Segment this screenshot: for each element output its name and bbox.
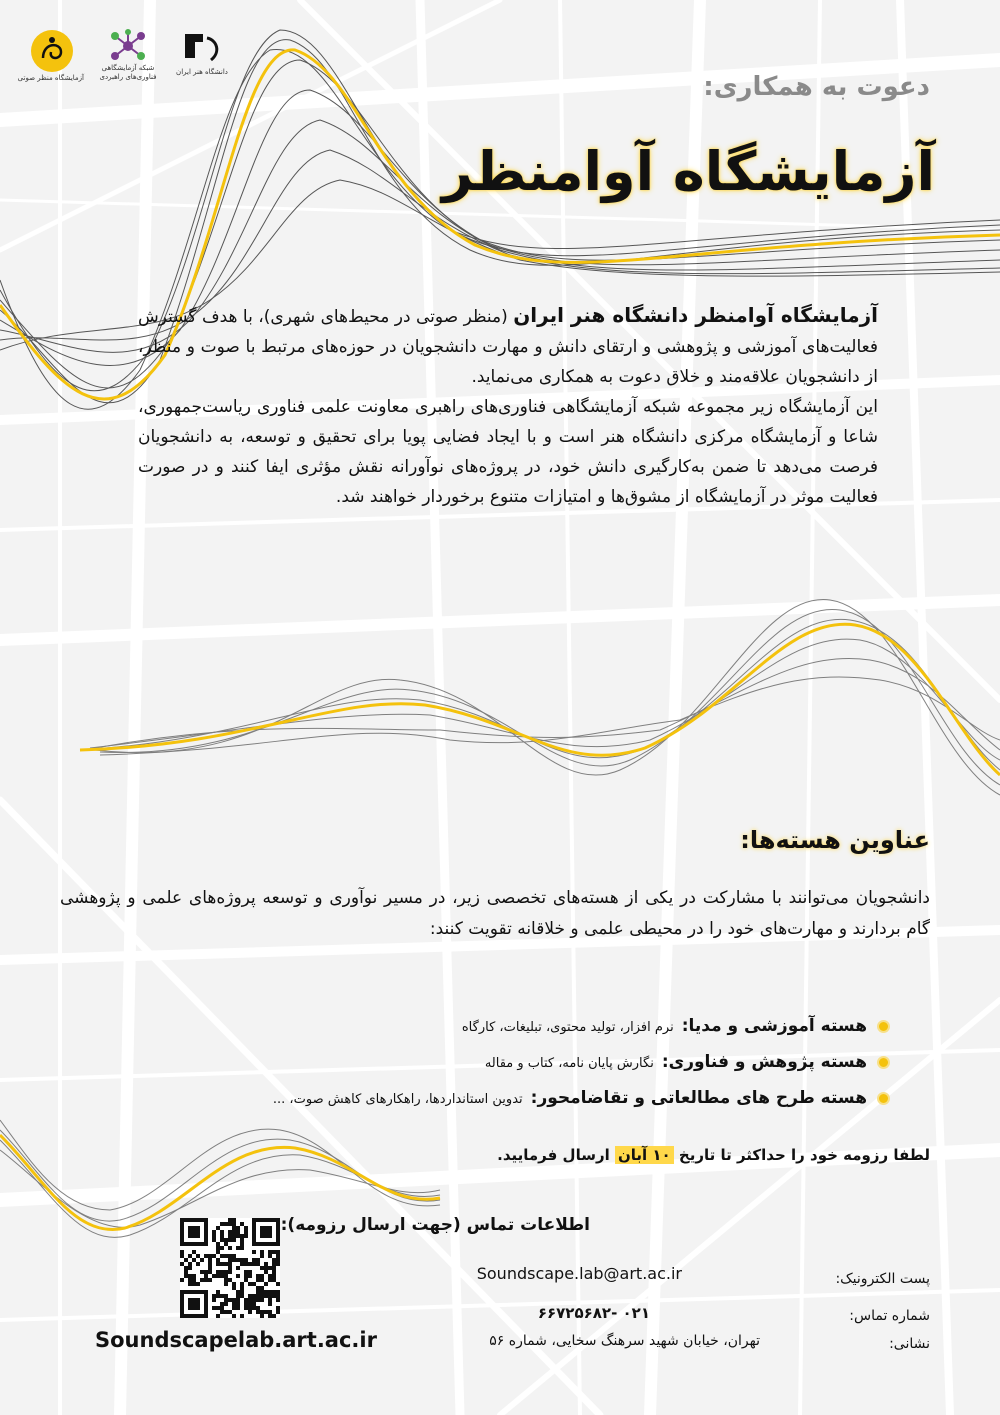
website-link[interactable]: Soundscapelab.art.ac.ir: [95, 1328, 377, 1352]
intro-lead-paren: (منظر صوتی در محیط‌های شهری)،: [258, 307, 514, 327]
core-detail: نرم افزار، تولید محتوی، تبلیغات، کارگاه: [461, 1020, 674, 1035]
intro-lead-bold: آزمایشگاه آوامنظر دانشگاه هنر ایران: [513, 303, 878, 327]
network-caption-line2: فناوری‌های راهبردی: [99, 73, 157, 81]
phone-label: شماره تماس:: [849, 1308, 930, 1324]
cores-description: [60, 883, 930, 945]
qr-code[interactable]: [180, 1218, 280, 1318]
university-logo: [170, 28, 234, 77]
email-link[interactable]: Soundscape.lab@art.ac.ir: [476, 1264, 682, 1283]
art-university-icon: [177, 28, 227, 68]
soundscape-lab-icon: [29, 28, 75, 74]
intro-paragraph-1: [138, 300, 878, 392]
core-title: هسته پژوهش و فناوری:: [661, 1052, 867, 1072]
address-text: تهران، خیابان شهید سرهنگ سخایی، شماره ۵۶: [489, 1333, 760, 1349]
core-title: هسته آموزشی و مدیا:: [681, 1016, 867, 1036]
deadline-before: لطفا رزومه خود را حداکثر تا تاریخ: [673, 1146, 930, 1164]
cores-list: [170, 1013, 890, 1121]
list-item: [170, 1085, 890, 1121]
phone-number[interactable]: ۰۲۱ -۶۶۷۲۵۶۸۲: [537, 1304, 650, 1322]
soundscape-lab-logo: [17, 28, 84, 83]
cores-section-title: عناوین هسته‌ها:: [740, 826, 930, 854]
deadline-notice: [497, 1146, 930, 1164]
list-item: [170, 1049, 890, 1085]
bullet-icon: [877, 1056, 890, 1069]
lab-network-logo: [96, 28, 160, 82]
logo-row: [17, 28, 228, 98]
intro-lead-rest: با هدف گسترش فعالیت‌های آموزشی و پژوهشی و ارتقای دانش و مهارت دانشجویان در حوزه‌های مرتبط با صوت و منظر، از دانشجویان علاقه‌مند و خلاق دعوت به همکاری می‌نماید.: [138, 307, 878, 387]
core-detail: تدوین استانداردها، راهکارهای کاهش صوت، ...: [272, 1092, 523, 1107]
bullet-icon: [877, 1020, 890, 1033]
core-detail: نگارش پایان نامه، کتاب و مقاله: [484, 1056, 654, 1071]
university-logo-caption: دانشگاه هنر ایران: [176, 68, 228, 76]
list-item: [170, 1013, 890, 1049]
contact-title: اطلاعات تماس (جهت ارسال رزومه):: [280, 1215, 590, 1235]
deadline-date: ۱۰ آبان: [615, 1146, 674, 1164]
cores-description-text: دانشجویان می‌توانند با مشارکت در یکی از هسته‌های تخصصی زیر، در مسیر نوآوری و توسعه پروژه‌های علمی و پژوهشی گام بردارند و مهارت‌های خود را در محیطی علمی و خلاقانه تقویت کنند:: [60, 888, 930, 939]
deadline-after: ارسال فرمایید.: [497, 1146, 615, 1164]
intro-text: [138, 300, 878, 512]
wave-ribbon-middle: [0, 590, 1000, 830]
core-title: هسته طرح های مطالعاتی و تقاضامحور:: [530, 1088, 867, 1108]
molecule-icon: [105, 28, 151, 64]
page-title: آزمایشگاه آوامنظر: [441, 140, 935, 203]
invitation-kicker: دعوت به همکاری:: [703, 72, 930, 102]
address-label: نشانی:: [889, 1336, 930, 1352]
soundscape-lab-caption: آزمایشگاه منظر صوتی: [17, 74, 84, 82]
intro-paragraph-2: این آزمایشگاه زیر مجموعه شبکه آزمایشگاهی فناوری‌های راهبری معاونت علمی فناوری ریاست‌جمهوری، شاعا و آزمایشگاه مرکزی دانشگاه هنر است و با ایجاد فضایی پویا برای تحقیق و توسعه، به دانشجویان فرصت می‌دهد تا ضمن به‌کارگیری دانش خود، در پروژه‌های نوآورانه نقش مؤثری ایفا کنند و در صورت فعالیت موثر در آزمایشگاه از مشوق‌ها و امتیازات متنوع برخوردار خواهند شد.: [138, 397, 878, 507]
bullet-icon: [877, 1092, 890, 1105]
network-caption-line1: شبکه آزمایشگاهی: [101, 64, 155, 72]
wave-ribbon-bottom: [0, 1110, 1000, 1280]
email-label: پست الکترونیک:: [835, 1271, 930, 1287]
